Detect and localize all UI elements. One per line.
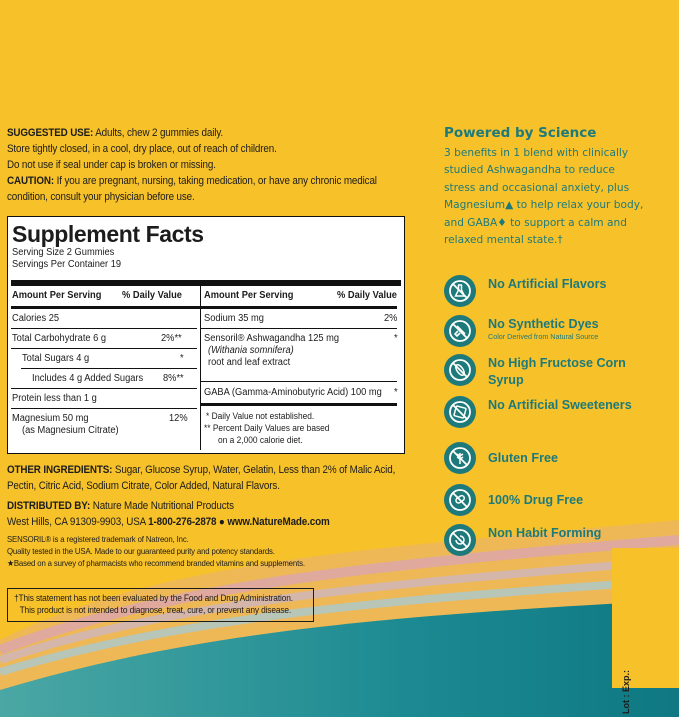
exp-label: Exp.: <box>621 669 631 692</box>
flask-crossed-icon <box>444 275 476 307</box>
header-rule <box>11 306 397 309</box>
claim-label: Non Habit Forming <box>488 526 602 540</box>
claim-drug-free <box>444 484 664 520</box>
magnesium: Magnesium 50 mg <box>12 413 89 424</box>
sodium: Sodium 35 mg <box>204 313 264 324</box>
trademark-line1: SENSORIL® is a registered trademark of Natreon, Inc. <box>7 534 189 544</box>
caution-label: CAUTION: <box>7 175 55 187</box>
storage-text: Store tightly closed, in a cool, dry place, out of reach of children. <box>7 143 277 155</box>
protein: Protein less than 1 g <box>12 393 97 404</box>
pill-crossed-icon <box>444 484 476 516</box>
caution <box>7 173 396 189</box>
rule <box>11 388 197 389</box>
disclaimer-line1: †This statement has not been evaluated by the Food and Drug Administration. <box>14 593 293 603</box>
claim-label: No Artificial Flavors <box>488 277 607 291</box>
other-ingredients-line2: Pectin, Citric Acid, Sodium Citrate, Color Added, Natural Flavors. <box>7 480 280 492</box>
gaba: GABA (Gamma-Aminobutyric Acid) 100 mg <box>204 387 382 398</box>
lot-exp-box <box>612 548 679 688</box>
magnesium-form: (as Magnesium Citrate) <box>22 425 119 436</box>
other-ingredients-label: OTHER INGREDIENTS: <box>7 464 113 476</box>
claim-no-artificial-sweeteners <box>444 396 664 432</box>
supplement-facts-panel <box>7 216 405 454</box>
lot-exp-labels <box>621 669 633 714</box>
rule <box>11 328 197 329</box>
sweetener-crossed-icon <box>444 396 476 428</box>
column-divider <box>200 286 201 450</box>
footnote-3: on a 2,000 calorie diet. <box>218 435 303 445</box>
claim-gluten-free <box>444 442 664 478</box>
claim-label: No High Fructose Corn Syrup <box>488 356 626 387</box>
claim-sublabel: Color Derived from Natural Source <box>488 332 599 341</box>
ashwagandha-dv: * <box>394 333 398 344</box>
rule <box>201 403 397 406</box>
gaba-dv: * <box>394 387 398 398</box>
calories: Calories 25 <box>12 313 60 324</box>
right-header-amount: Amount Per Serving <box>204 290 294 301</box>
distributor-address: West Hills, CA 91309-9903, USA <box>7 516 149 528</box>
powered-by-science <box>444 124 644 249</box>
rule <box>201 328 397 329</box>
ashwagandha-line3: root and leaf extract <box>208 357 291 368</box>
left-header-amount: Amount Per Serving <box>12 290 102 301</box>
rule <box>11 408 197 409</box>
distributor-label: DISTRIBUTED BY: <box>7 500 91 512</box>
lot-label: Lot : <box>621 694 631 714</box>
ashwagandha-line1: Sensoril® Ashwagandha 125 mg <box>204 333 340 344</box>
servings-per-container: Servings Per Container 19 <box>12 259 122 270</box>
total-carb-dv: 2%** <box>161 333 182 344</box>
other-ingredients-line1: Sugar, Glucose Syrup, Water, Gelatin, Less than 2% of Malic Acid, <box>112 464 396 476</box>
total-carb: Total Carbohydrate 6 g <box>12 333 107 344</box>
footnote-1: * Daily Value not established. <box>206 411 315 421</box>
caution-line1: If you are pregnant, nursing, taking medication, or have any chronic medical <box>54 175 377 187</box>
caution-line2: condition, consult your physician before use. <box>7 191 195 203</box>
added-sugars-dv: 8%** <box>163 373 184 384</box>
disclaimer-line2: This product is not intended to diagnose, treat, cure, or prevent any disease. <box>19 605 292 615</box>
rule <box>201 381 397 382</box>
distributor-name: Nature Made Nutritional Products <box>90 500 234 512</box>
dropper-crossed-icon <box>444 315 476 347</box>
serving-size: Serving Size 2 Gummies <box>12 247 115 258</box>
added-sugars: Includes 4 g Added Sugars <box>32 373 144 384</box>
right-header-dv: % Daily Value <box>337 290 397 301</box>
claim-label: Gluten Free <box>488 451 558 465</box>
claim-no-hfcs <box>444 354 664 390</box>
distributor <box>7 498 425 530</box>
trademark-notes <box>7 533 425 569</box>
total-sugars: Total Sugars 4 g <box>22 353 90 364</box>
claim-label: No Artificial Sweeteners <box>488 398 632 412</box>
bullet: ● <box>216 516 228 528</box>
footnote-2: ** Percent Daily Values are based <box>204 423 330 433</box>
rule <box>21 368 197 369</box>
rule <box>11 348 197 349</box>
claim-label: No Synthetic Dyes <box>488 317 599 331</box>
distributor-website: www.NatureMade.com <box>227 516 330 528</box>
seal-text: Do not use if seal under cap is broken or missing. <box>7 159 216 171</box>
habit-crossed-icon <box>444 524 476 556</box>
corn-crossed-icon <box>444 354 476 386</box>
claim-label: 100% Drug Free <box>488 493 584 507</box>
powered-body: 3 benefits in 1 blend with clinically studied Ashwagandha to reduce stress and occasional anxiety, plus Magnesium▲ to help relax your body, and GABA♦ to support a calm and relaxed mental state.† <box>444 147 644 247</box>
total-sugars-dv: * <box>180 353 184 364</box>
claim-no-synthetic-dyes <box>444 315 664 351</box>
powered-title: Powered by Science <box>444 125 597 141</box>
distributor-phone: 1-800-276-2878 <box>148 516 217 528</box>
left-header-dv: % Daily Value <box>122 290 182 301</box>
suggested-use-label: SUGGESTED USE: <box>7 127 94 139</box>
ashwagandha-line2: (Withania somnifera) <box>208 345 294 356</box>
trademark-line3: ★Based on a survey of pharmacists who recommend branded vitamins and supplements. <box>7 558 305 568</box>
supplement-facts-title: Supplement Facts <box>12 221 204 247</box>
suggested-use-text: Adults, chew 2 gummies daily. <box>93 127 223 139</box>
fda-disclaimer <box>7 588 314 622</box>
wheat-crossed-icon <box>444 442 476 474</box>
claim-no-artificial-flavors <box>444 275 664 311</box>
sodium-dv: 2% <box>384 313 398 324</box>
suggested-use <box>7 125 396 141</box>
other-ingredients <box>7 462 425 494</box>
trademark-line2: Quality tested in the USA. Made to our guaranteed purity and potency standards. <box>7 546 275 556</box>
magnesium-dv: 12% <box>169 413 188 424</box>
instructions <box>7 125 425 205</box>
thick-rule <box>11 280 401 286</box>
